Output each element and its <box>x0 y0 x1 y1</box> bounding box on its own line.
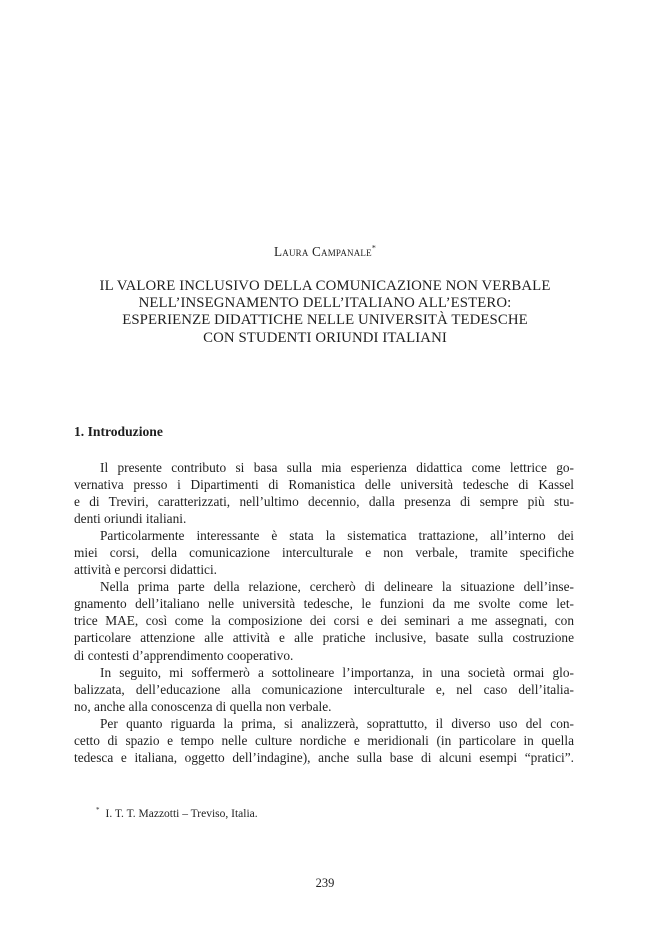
text-line: gnamento dell’italiano nelle università tedesche, le funzioni da me svolte come let- <box>74 596 574 612</box>
text-line: denti oriundi italiani. <box>74 511 187 527</box>
text-line: Per quanto riguarda la prima, si analizzerà, soprattutto, il diverso uso del con- <box>100 715 574 731</box>
text-line: trice MAE, così come la composizione dei corsi e dei seminari a me assegnati, con <box>74 613 574 629</box>
footnote-text: I. T. T. Mazzotti – Treviso, Italia. <box>105 808 258 820</box>
text-line: particolare attenzione alle attività e alle pratiche inclusive, basate sulla costruzione <box>74 630 574 646</box>
author-footnote-marker: * <box>371 243 377 253</box>
paragraph <box>74 578 574 663</box>
footnote-marker: * <box>96 806 100 815</box>
body-text <box>74 459 574 766</box>
text-line: tedesca e italiana, oggetto dell’indagine), anche sulla base di alcuni esempi “pratici”. <box>74 749 574 765</box>
text-line: cetto di spazio e tempo nelle culture nordiche e meridionali (in particolare in quella <box>74 732 574 748</box>
title-line: IL VALORE INCLUSIVO DELLA COMUNICAZIONE NON VERBALE <box>99 278 551 294</box>
text-line: Nella prima parte della relazione, cercherò di delineare la situazione dell’inse- <box>100 579 574 595</box>
text-line: no, anche alla conoscenza di quella non verbale. <box>74 698 332 714</box>
author-name: Laura Campanale <box>273 244 372 259</box>
section-heading: 1. Introduzione <box>74 424 163 439</box>
paragraph <box>74 664 574 715</box>
footnote <box>96 808 258 820</box>
title-line: ESPERIENZE DIDATTICHE NELLE UNIVERSITÀ TEDESCHE <box>122 312 528 329</box>
title-line: CON STUDENTI ORIUNDI ITALIANI <box>203 329 447 346</box>
page-number: 239 <box>315 876 335 890</box>
text-line: di contesti d’apprendimento cooperativo. <box>74 647 294 663</box>
text-line: e di Treviri, caratterizzati, nell’ultimo decennio, dalla presenza di sempre più stu- <box>74 494 574 510</box>
paragraph <box>74 715 574 766</box>
text-line: In seguito, mi soffermerò a sottolineare l’importanza, in una società ormai glo- <box>100 664 574 680</box>
paragraph <box>74 527 574 578</box>
text-line: Il presente contributo si basa sulla mia esperienza didattica come lettrice go- <box>100 460 574 475</box>
text-line: balizzata, dell’educazione alla comunicazione interculturale e, nel caso dell’italia- <box>74 681 574 697</box>
text-line: Particolarmente interessante è stata la sistematica trattazione, all’interno dei <box>100 528 574 544</box>
author-line <box>0 244 650 260</box>
text-line: vernativa presso i Dipartimenti di Romanistica delle università tedesche di Kassel <box>74 477 574 493</box>
text-line: miei corsi, della comunicazione interculturale e non verbale, tramite specifiche <box>74 545 574 561</box>
title-line: NELL’INSEGNAMENTO DELL’ITALIANO ALL’ESTERO: <box>138 295 512 312</box>
text-line: attività e percorsi didattici. <box>74 562 218 578</box>
paragraph <box>74 459 574 527</box>
paper-title <box>70 278 580 347</box>
